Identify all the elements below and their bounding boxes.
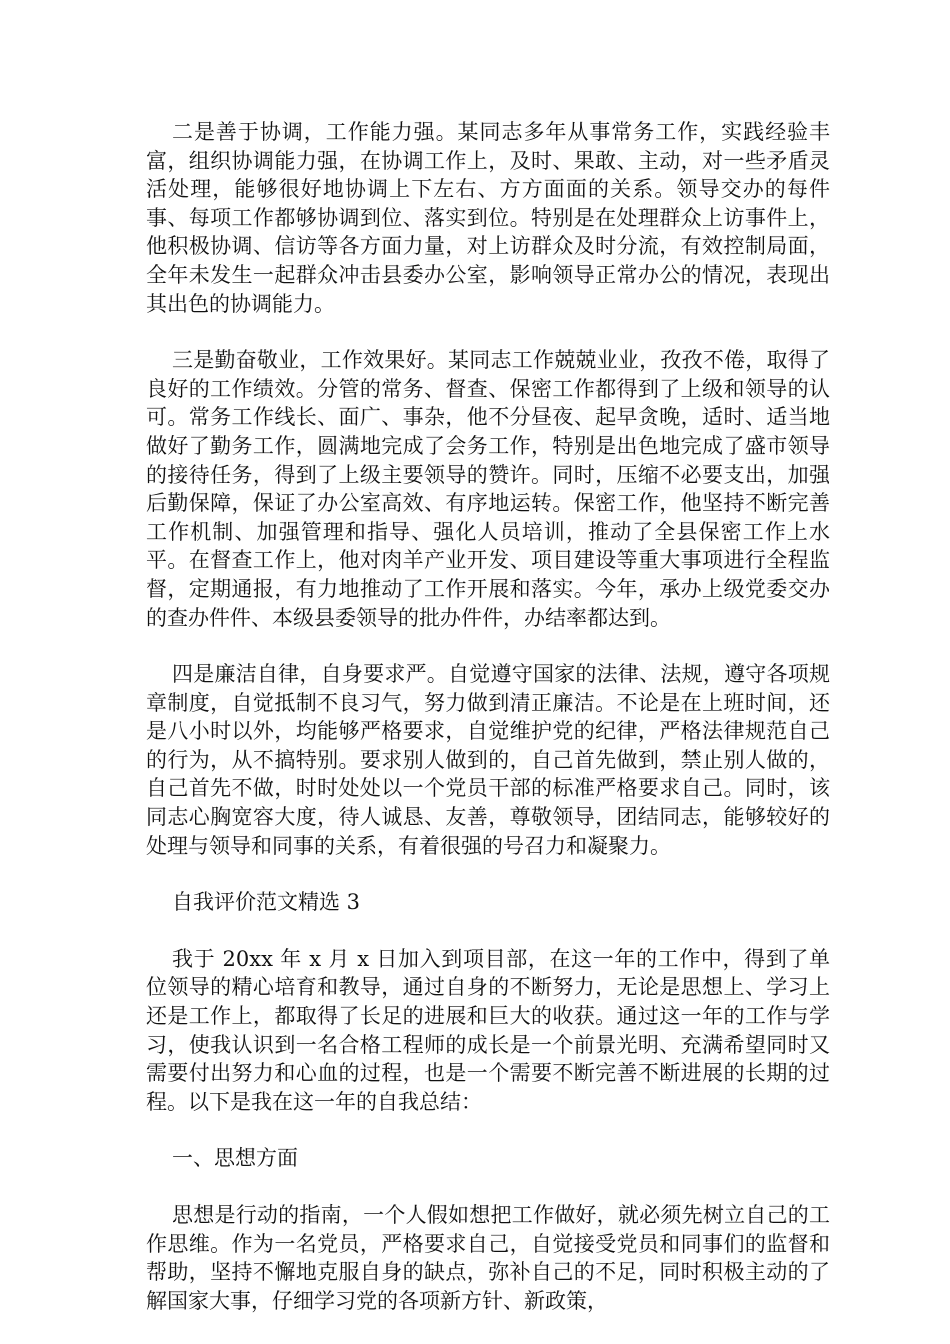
section-title: 自我评价范文精选 3 bbox=[172, 890, 361, 915]
paragraph-thought: 思想是行动的指南，一个人假如想把工作做好，就必须先树立自己的工作思维。作为一名党员，严格要求自己，自觉接受党员和同事们的监督和帮助，坚持不懈地克服自身的缺点，弥补自己的不足，同时积极主动的了解国家大事，仔细学习党的各项新方针、新政策， bbox=[146, 1203, 830, 1313]
paragraph-diligence: 三是勤奋敬业，工作效果好。某同志工作兢兢业业，孜孜不倦，取得了良好的工作绩效。分管的常务、督查、保密工作都得到了上级和领导的认可。常务工作线长、面广、事杂，他不分昼夜、起早贪晚，适时、适当地做好了勤务工作，圆满地完成了会务工作，特别是出色地完成了盛市领导的接待任务，得到了上级主要领导的赞许。同时，压缩不必要支出，加强后勤保障，保证了办公室高效、有序地运转。保密工作，他坚持不断完善工作机制、加强管理和指导、强化人员培训，推动了全县保密工作上水平。在督查工作上，他对肉羊产业开发、项目建设等重大事项进行全程监督，定期通报，有力地推动了工作开展和落实。今年，承办上级党委交办的查办件件、本级县委领导的批办件件，办结率都达到。 bbox=[146, 348, 830, 630]
paragraph-intro: 我于 20xx 年 x 月 x 日加入到项目部，在这一年的工作中，得到了单位领导的精心培育和教导，通过自身的不断努力，无论是思想上、学习上还是工作上，都取得了长足的进展和巨大的收获。通过这一年的工作与学习，使我认识到一名合格工程师的成长是一个前景光明、充满希望同时又需要付出努力和心血的过程，也是一个需要不断完善不断进展的长期的过程。以下是我在这一年的自我总结： bbox=[146, 946, 830, 1114]
paragraph-coordination: 二是善于协调，工作能力强。某同志多年从事常务工作，实践经验丰富，组织协调能力强，在协调工作上，及时、果敢、主动，对一些矛盾灵活处理，能够很好地协调上下左右、方方面面的关系。领导交办的每件事、每项工作都够协调到位、落实到位。特别是在处理群众上访事件上，他积极协调、信访等各方面力量，对上访群众及时分流，有效控制局面，全年未发生一起群众冲击县委办公室，影响领导正常办公的情况，表现出其出色的协调能力。 bbox=[146, 120, 830, 316]
document-page bbox=[146, 118, 830, 1343]
subsection-title: 一、思想方面 bbox=[172, 1146, 298, 1171]
paragraph-integrity: 四是廉洁自律，自身要求严。自觉遵守国家的法律、法规，遵守各项规章制度，自觉抵制不良习气，努力做到清正廉洁。不论是在上班时间，还是八小时以外，均能够严格要求，自觉维护党的纪律，严格法律规范自己的行为，从不搞特别。要求别人做到的，自己首先做到，禁止别人做的，自己首先不做，时时处处以一个党员干部的标准严格要求自己。同时，该同志心胸宽容大度，待人诚恳、友善，尊敬领导，团结同志，能够较好的处理与领导和同事的关系，有着很强的号召力和凝聚力。 bbox=[146, 662, 830, 858]
